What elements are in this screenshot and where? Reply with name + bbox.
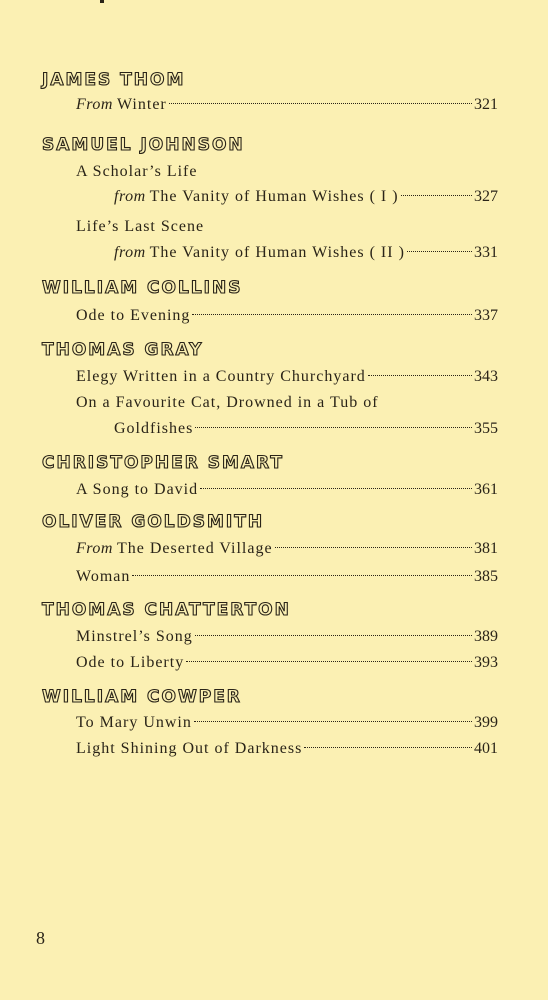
author-heading: SAMUEL JOHNSON bbox=[42, 135, 245, 155]
entry-prefix: from bbox=[114, 244, 146, 261]
entry-page: 355 bbox=[474, 420, 498, 437]
leader-dots bbox=[401, 195, 472, 196]
toc-entry[interactable] bbox=[114, 242, 498, 264]
leader-dots bbox=[169, 103, 472, 104]
entry-title: The Vanity of Human Wishes ( I ) bbox=[149, 188, 399, 205]
toc-entry[interactable] bbox=[114, 186, 498, 208]
leader-dots bbox=[407, 251, 472, 252]
entry-title: Minstrel’s Song bbox=[76, 628, 193, 645]
print-mark bbox=[100, 0, 104, 3]
entry-page: 327 bbox=[474, 188, 498, 205]
leader-dots bbox=[195, 635, 472, 636]
page-number: 8 bbox=[36, 928, 45, 948]
entry-title: The Vanity of Human Wishes ( II ) bbox=[149, 244, 405, 261]
entry-page: 361 bbox=[474, 481, 498, 498]
entry-title: A Song to David bbox=[76, 481, 199, 498]
entry-title[interactable]: On a Favourite Cat, Drowned in a Tub of bbox=[76, 394, 379, 411]
leader-dots bbox=[304, 747, 472, 748]
leader-dots bbox=[195, 427, 472, 428]
toc-entry[interactable] bbox=[76, 712, 498, 734]
entry-title: Light Shining Out of Darkness bbox=[76, 740, 303, 757]
entry-title-continued: Goldfishes bbox=[114, 420, 194, 437]
toc-entry[interactable] bbox=[76, 652, 498, 674]
poem-heading: A Scholar’s Life bbox=[76, 163, 198, 180]
entry-page: 393 bbox=[474, 654, 498, 671]
author-heading: WILLIAM COWPER bbox=[42, 687, 242, 707]
entry-title: Winter bbox=[116, 96, 167, 113]
toc-entry[interactable] bbox=[76, 366, 498, 388]
entry-page: 381 bbox=[474, 540, 498, 557]
entry-title: Ode to Liberty bbox=[76, 654, 185, 671]
author-heading: OLIVER GOLDSMITH bbox=[42, 512, 265, 532]
toc-entry[interactable] bbox=[76, 626, 498, 648]
toc-entry[interactable] bbox=[114, 418, 498, 440]
entry-page: 389 bbox=[474, 628, 498, 645]
entry-page: 321 bbox=[474, 96, 498, 113]
toc-entry[interactable] bbox=[76, 738, 498, 760]
author-heading: THOMAS CHATTERTON bbox=[42, 600, 291, 620]
toc-entry[interactable] bbox=[76, 538, 498, 560]
entry-title: Woman bbox=[76, 568, 131, 585]
entry-page: 337 bbox=[474, 307, 498, 324]
author-heading: CHRISTOPHER SMART bbox=[42, 453, 284, 473]
leader-dots bbox=[186, 661, 472, 662]
leader-dots bbox=[368, 375, 472, 376]
author-heading: THOMAS GRAY bbox=[42, 340, 204, 360]
leader-dots bbox=[132, 575, 472, 576]
entry-page: 401 bbox=[474, 740, 498, 757]
entry-prefix: From bbox=[76, 540, 113, 557]
leader-dots bbox=[200, 488, 472, 489]
entry-page: 385 bbox=[474, 568, 498, 585]
toc-entry[interactable] bbox=[76, 566, 498, 588]
entry-title: The Deserted Village bbox=[116, 540, 273, 557]
leader-dots bbox=[194, 721, 472, 722]
toc-entry[interactable] bbox=[76, 305, 498, 327]
entry-title: To Mary Unwin bbox=[76, 714, 192, 731]
author-heading: JAMES THOM bbox=[42, 70, 186, 90]
entry-page: 331 bbox=[474, 244, 498, 261]
leader-dots bbox=[192, 314, 472, 315]
toc-entry[interactable] bbox=[76, 94, 498, 116]
toc-entry[interactable] bbox=[76, 479, 498, 501]
entry-page: 399 bbox=[474, 714, 498, 731]
entry-page: 343 bbox=[474, 368, 498, 385]
leader-dots bbox=[275, 547, 472, 548]
poem-heading: Life’s Last Scene bbox=[76, 218, 205, 235]
entry-title: Elegy Written in a Country Churchyard bbox=[76, 368, 366, 385]
entry-prefix: From bbox=[76, 96, 113, 113]
entry-prefix: from bbox=[114, 188, 146, 205]
entry-title: Ode to Evening bbox=[76, 307, 191, 324]
author-heading: WILLIAM COLLINS bbox=[42, 278, 243, 298]
